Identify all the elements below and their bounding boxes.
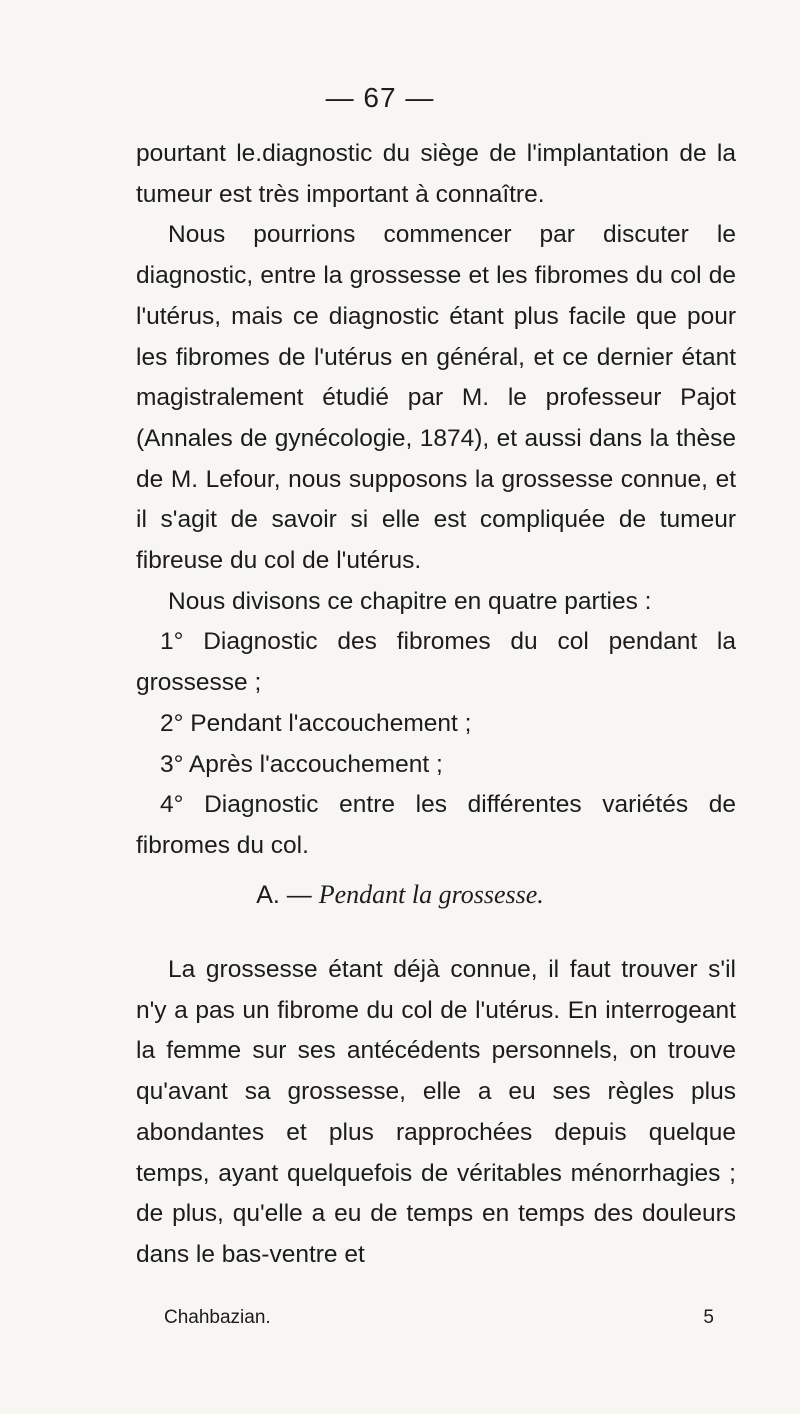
paragraph-intro-2: Nous pourrions commencer par discuter le diagnostic, entre la grossesse et les fibromes du col de l'utérus, mais ce diagnostic étant plus facile que pour les fibromes de l'utérus en général, et ce dernier étant magistralement étudié par M. le professeur Pajot (Annales de gynécologie, 1874), et aussi dans la thèse de M. Lefour, nous supposons la grossesse connue, et il s'agit de savoir si elle est compliquée de tumeur fibreuse du col de l'utérus. (136, 221, 736, 575)
section-title: Pendant la grossesse. (318, 880, 544, 909)
list-item-2: 2° Pendant l'accouchement ; (160, 709, 472, 737)
section-heading (0, 880, 800, 910)
intro-text-block (136, 134, 736, 867)
list-item-3: 3° Après l'accouchement ; (160, 750, 443, 778)
signature-mark: 5 (703, 1307, 714, 1328)
list-intro: Nous divisons ce chapitre en quatre parties : (168, 587, 652, 615)
page-footer (164, 1307, 714, 1329)
list-item-1: 1° Diagnostic des fibromes du col pendant la grossesse ; (136, 628, 736, 697)
paragraph-section: La grossesse étant déjà connue, il faut trouver s'il n'y a pas un fibrome du col de l'utérus. En interrogeant la femme sur ses antécédents personnels, on trouve qu'avant sa grossesse, elle a eu ses règles plus abondantes et plus rapprochées depuis quelque temps, ayant quelquefois de véritables ménorrhagies ; de plus, qu'elle a eu de temps en temps des douleurs dans le bas-ventre et (136, 956, 736, 1268)
paragraph-intro-1: pourtant le.diagnostic du siège de l'implantation de la tumeur est très important à connaître. (136, 140, 736, 208)
page-number: — 67 — (325, 82, 435, 113)
section-label: A. — (256, 881, 312, 909)
section-text-block (136, 950, 736, 1276)
list-item-4: 4° Diagnostic entre les différentes variétés de fibromes du col. (136, 791, 736, 859)
footer-author: Chahbazian. (164, 1307, 271, 1328)
